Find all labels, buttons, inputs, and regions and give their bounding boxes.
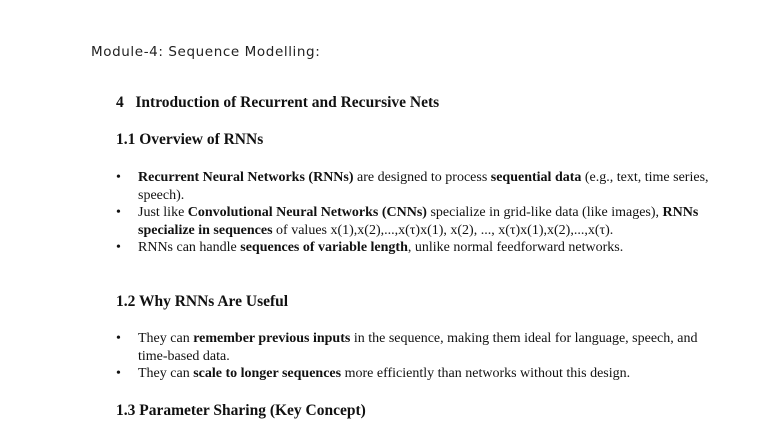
bullet-item [116,204,716,239]
bold-term: remember previous inputs [193,331,351,346]
bold-term: sequences of variable length [240,240,408,255]
bold-term: Convolutional Neural Networks (CNNs) [187,205,427,220]
bullet-item [116,330,716,365]
bullet-dot-icon: • [116,240,121,255]
bold-term: RNNs specialize in sequences [138,205,702,238]
bullet-item [116,169,716,204]
bullet-text: of values x(1),x(2),...,x(τ)x(1), x(2), ..., x(τ)x(1),x(2),...,x(τ). [272,222,614,238]
bullet-text: They can [138,366,194,381]
bullet-text: They can [138,331,194,346]
bold-term: sequential data [490,170,582,185]
why-useful-bullet-list [116,330,716,383]
module-title: Module-4: Sequence Modelling: [91,44,321,60]
section-heading-overview: 1.1 Overview of RNNs [116,131,264,148]
bullet-text: , unlike normal feedforward networks. [407,240,624,255]
chapter-heading: 4 Introduction of Recurrent and Recursive Nets [116,94,440,111]
bullet-text: Just like [138,205,188,220]
section-heading-parameter-sharing: 1.3 Parameter Sharing (Key Concept) [116,402,366,419]
bullet-text: (e.g., text, time series, speech). [138,170,713,203]
bullet-dot-icon: • [116,205,121,220]
bullet-text: specialize in grid-like data (like images), [426,205,663,220]
bold-term: Recurrent Neural Networks (RNNs) [138,170,354,185]
overview-bullet-list [116,169,716,257]
bullet-dot-icon: • [116,170,121,185]
bullet-text: RNNs can handle [138,240,241,255]
bold-term: scale to longer sequences [193,366,342,381]
section-heading-why-useful: 1.2 Why RNNs Are Useful [116,293,289,310]
bullet-text: in the sequence, making them ideal for language, speech, and time-based data. [138,331,701,364]
bullet-dot-icon: • [116,331,121,346]
bullet-text: are designed to process [353,170,491,185]
bullet-item [116,239,716,257]
bullet-item [116,365,716,383]
bullet-text: more efficiently than networks without this design. [341,366,631,381]
bullet-dot-icon: • [116,366,121,381]
